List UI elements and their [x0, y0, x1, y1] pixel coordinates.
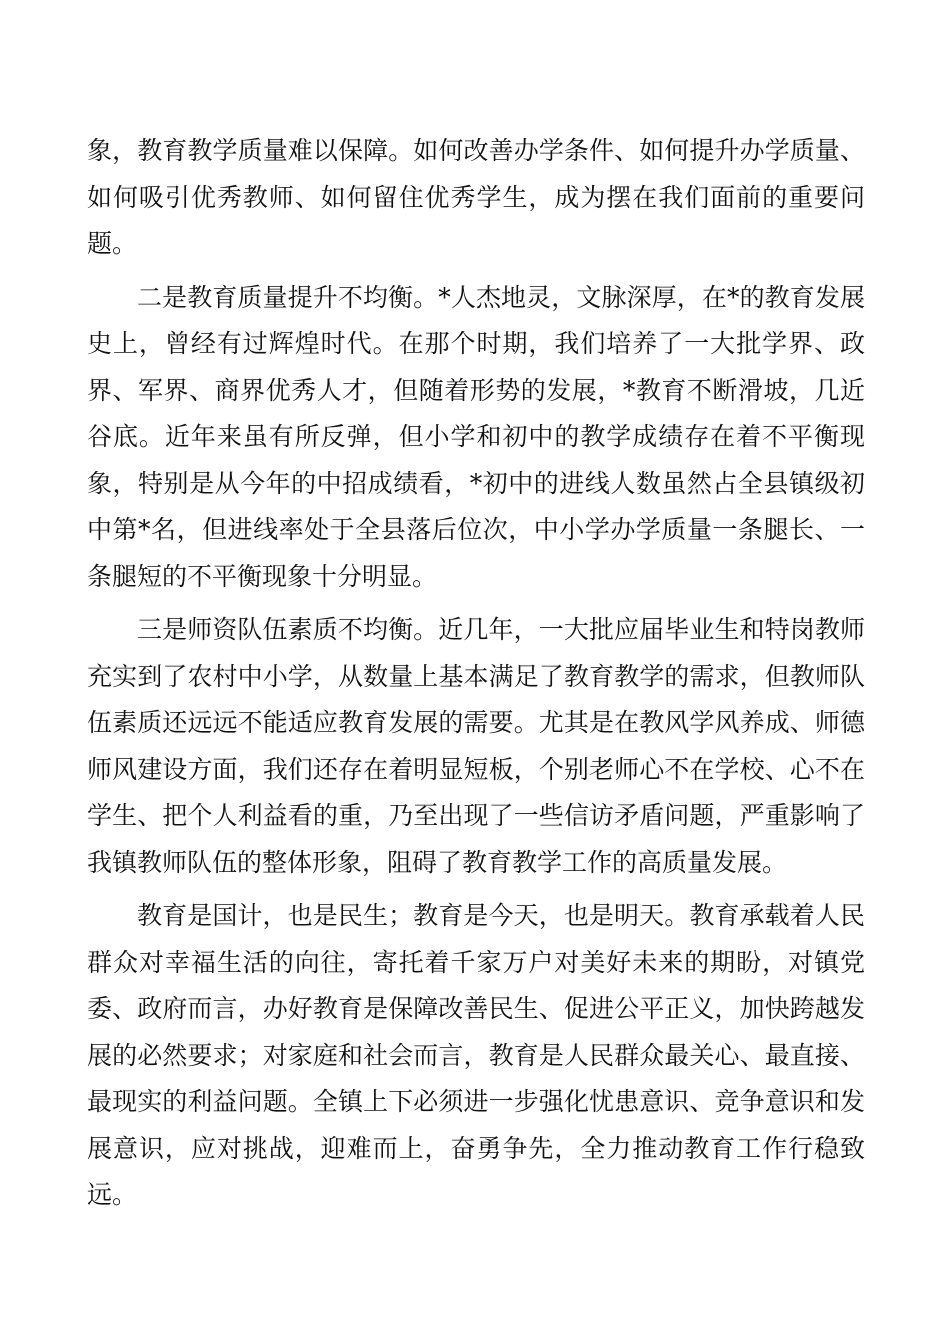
paragraph-teacher-quality: 三是师资队伍素质不均衡。近几年，一大批应届毕业生和特岗教师充实到了农村中小学，从数量上基本满足了教育教学的需求，但教师队伍素质还远远不能适应教育发展的需要。尤其是在教风学风养成、师德师风建设方面，我们还存在着明显短板，个别老师心不在学校、心不在学生、把个人利益看的重，乃至出现了一些信访矛盾问题，严重影响了我镇教师队伍的整体形象，阻碍了教育教学工作的高质量发展。 [87, 615, 865, 877]
document-page [87, 128, 865, 1226]
paragraph-continuation: 象，教育教学质量难以保障。如何改善办学条件、如何提升办学质量、如何吸引优秀教师、如何留住优秀学生，成为摆在我们面前的重要问题。 [87, 136, 865, 258]
paragraph-education-quality: 二是教育质量提升不均衡。*人杰地灵，文脉深厚，在*的教育发展史上，曾经有过辉煌时代。在那个时期，我们培养了一大批学界、政界、军界、商界优秀人才，但随着形势的发展，*教育不断滑坡，几近谷底。近年来虽有所反弹，但小学和初中的教学成绩存在着不平衡现象，特别是从今年的中招成绩看，*初中的进线人数虽然占全县镇级初中第*名，但进线率处于全县落后位次，中小学办学质量一条腿长、一条腿短的不平衡现象十分明显。 [87, 282, 865, 591]
paragraph-education-importance: 教育是国计，也是民生；教育是今天，也是明天。教育承载着人民群众对幸福生活的向往，寄托着千家万户对美好未来的期盼，对镇党委、政府而言，办好教育是保障改善民生、促进公平正义，加快跨越发展的必然要求；对家庭和社会而言，教育是人民群众最关心、最直接、最现实的利益问题。全镇上下必须进一步强化忧患意识、竞争意识和发展意识，应对挑战，迎难而上，奋勇争先，全力推动教育工作行稳致远。 [87, 901, 865, 1209]
